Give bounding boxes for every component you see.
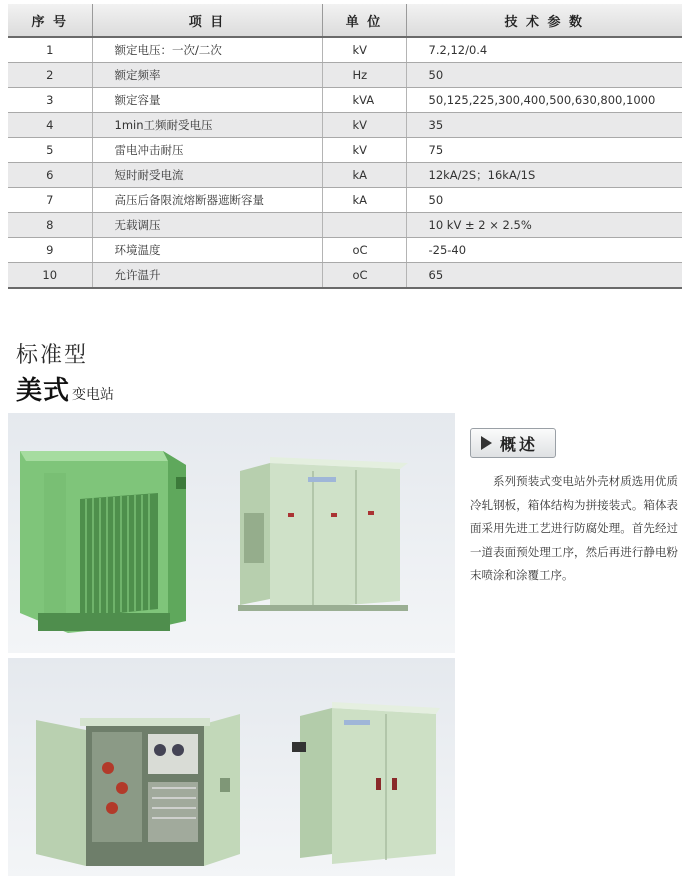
cabinet-unit (238, 457, 408, 611)
row-value: 7.2,12/0.4 (406, 37, 682, 63)
header-unit: 单 位 (322, 4, 406, 37)
overview-label: 概述 (500, 434, 539, 454)
table-row (8, 213, 682, 238)
row-value: 50,125,225,300,400,500,630,800,1000 (406, 88, 682, 113)
cabinet-photo-illustration (8, 658, 455, 876)
row-no: 2 (8, 63, 92, 88)
transformer-photo-illustration (8, 413, 455, 653)
row-unit: kA (322, 188, 406, 213)
product-photo-top (8, 413, 455, 653)
row-no: 3 (8, 88, 92, 113)
row-item: 额定容量 (92, 88, 322, 113)
row-value: -25-40 (406, 238, 682, 263)
row-no: 5 (8, 138, 92, 163)
table-row (8, 63, 682, 88)
table-header-row (8, 4, 682, 37)
row-value: 35 (406, 113, 682, 138)
row-unit: Hz (322, 63, 406, 88)
row-value: 65 (406, 263, 682, 289)
table-row (8, 113, 682, 138)
product-name-main: 美式 (16, 376, 71, 406)
table-row (8, 263, 682, 289)
row-item: 高压后备限流熔断器遮断容量 (92, 188, 322, 213)
row-item: 允许温升 (92, 263, 322, 289)
header-no: 序 号 (8, 4, 92, 37)
product-photo-bottom (8, 658, 455, 876)
row-unit: oC (322, 238, 406, 263)
table-row (8, 37, 682, 63)
row-value: 12kA/2S；16kA/1S (406, 163, 682, 188)
row-unit: kA (322, 163, 406, 188)
overview-button[interactable] (470, 428, 556, 458)
row-value: 75 (406, 138, 682, 163)
table-row (8, 238, 682, 263)
product-name-heading (16, 370, 114, 407)
spec-table (8, 4, 682, 289)
header-item: 项 目 (92, 4, 322, 37)
row-value: 50 (406, 188, 682, 213)
closed-cabinet-unit (292, 702, 440, 864)
row-item: 1min工频耐受电压 (92, 113, 322, 138)
play-triangle-icon (481, 436, 492, 450)
row-unit: kV (322, 138, 406, 163)
row-item: 环境温度 (92, 238, 322, 263)
overview-description: 系列预装式变电站外壳材质选用优质冷轧钢板，箱体结构为拼接装式。箱体表面采用先进工艺进行防腐处理。首先经过一道表面预处理工序，然后再进行静电粉末喷涂和涂覆工序。 (470, 474, 678, 582)
row-no: 10 (8, 263, 92, 289)
table-row (8, 163, 682, 188)
row-no: 9 (8, 238, 92, 263)
row-no: 1 (8, 37, 92, 63)
row-item: 额定频率 (92, 63, 322, 88)
table-row (8, 88, 682, 113)
open-cabinet-unit (36, 714, 240, 866)
row-item: 额定电压：一次/二次 (92, 37, 322, 63)
row-no: 7 (8, 188, 92, 213)
product-name-suffix: 变电站 (72, 387, 115, 403)
row-value: 50 (406, 63, 682, 88)
row-item: 短时耐受电流 (92, 163, 322, 188)
row-item: 雷电冲击耐压 (92, 138, 322, 163)
product-type-heading: 标准型 (16, 343, 89, 368)
row-unit: oC (322, 263, 406, 289)
row-no: 8 (8, 213, 92, 238)
table-row (8, 188, 682, 213)
row-unit: kV (322, 37, 406, 63)
row-unit: kV (322, 113, 406, 138)
table-row (8, 138, 682, 163)
row-unit (322, 213, 406, 238)
row-item: 无载调压 (92, 213, 322, 238)
row-value: 10 kV ± 2 × 2.5% (406, 213, 682, 238)
row-unit: kVA (322, 88, 406, 113)
row-no: 6 (8, 163, 92, 188)
header-value: 技 术 参 数 (406, 4, 682, 37)
green-transformer-unit (20, 451, 186, 633)
row-no: 4 (8, 113, 92, 138)
